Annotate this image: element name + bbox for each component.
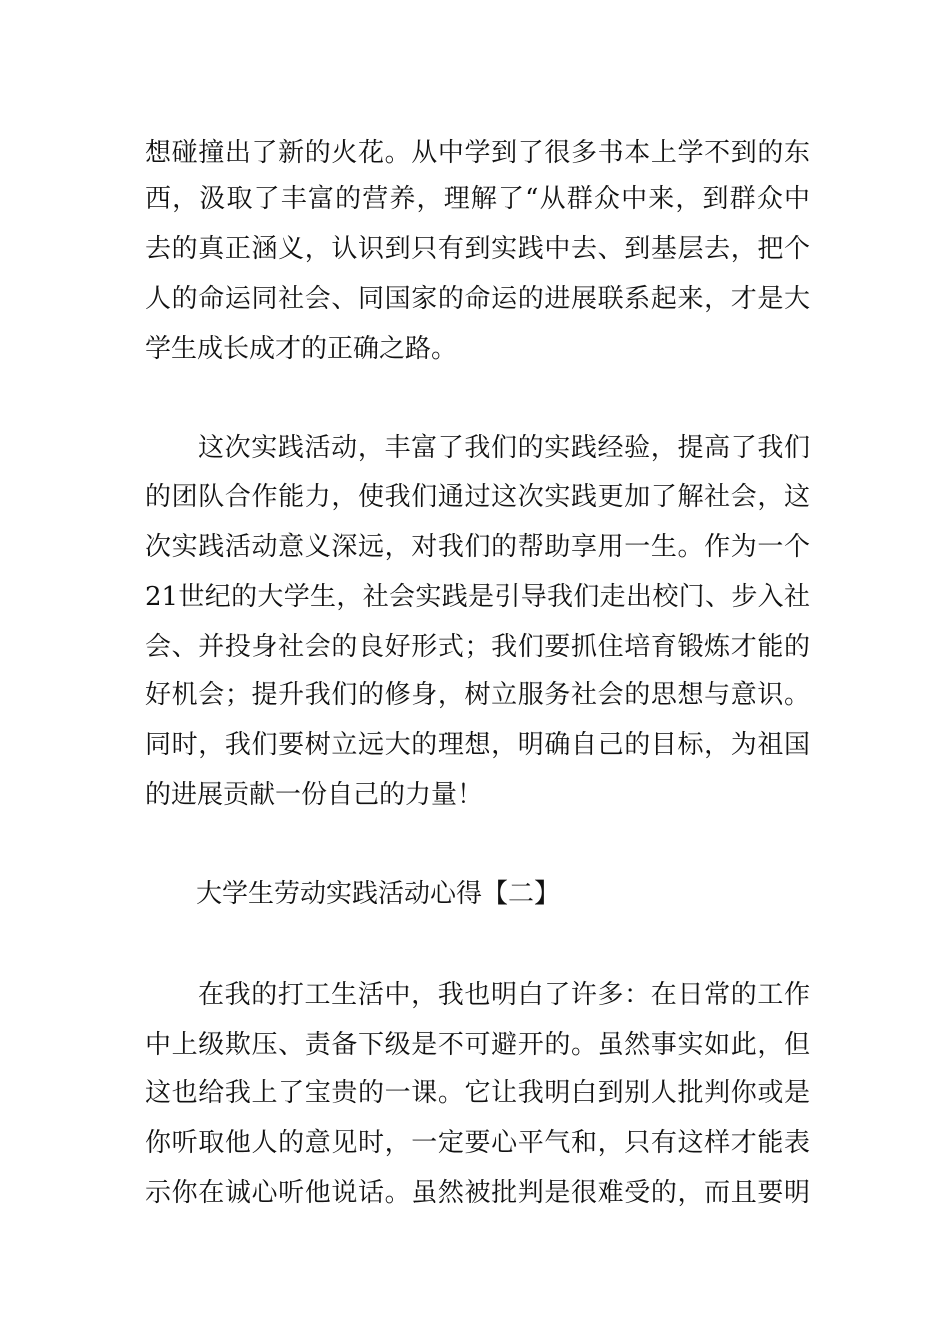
text-line: 21世纪的大学生，社会实践是引导我们走出校门、步入社	[145, 582, 810, 612]
text-line: 次实践活动意义深远，对我们的帮助享用一生。作为一个	[145, 532, 810, 562]
text-line: 这也给我上了宝贵的一课。它让我明白到别人批判你或是	[145, 1078, 810, 1108]
text-line: 这次实践活动，丰富了我们的实践经验，提高了我们	[198, 433, 810, 463]
text-line: 好机会；提升我们的修身，树立服务社会的思想与意识。	[145, 680, 810, 710]
text-line: 你听取他人的意见时，一定要心平气和，只有这样才能表	[145, 1128, 810, 1158]
text-line: 去的真正涵义，认识到只有到实践中去、到基层去，把个	[145, 234, 810, 264]
text-line: 人的命运同社会、同国家的命运的进展联系起来，才是大	[145, 284, 810, 314]
text-line: 示你在诚心听他说话。虽然被批判是很难受的，而且要明	[145, 1178, 810, 1208]
text-line: 想碰撞出了新的火花。从中学到了很多书本上学不到的东	[145, 138, 810, 168]
text-line: 在我的打工生活中，我也明白了许多：在日常的工作	[198, 980, 810, 1010]
text-line: 西，汲取了丰富的营养，理解了“从群众中来，到群众中	[145, 184, 810, 214]
text-line: 的进展贡献一份自己的力量！	[145, 780, 484, 810]
section-heading: 大学生劳动实践活动心得【二】	[196, 879, 561, 909]
text-line: 学生成长成才的正确之路。	[145, 334, 458, 364]
text-line: 会、并投身社会的良好形式；我们要抓住培育锻炼才能的	[145, 632, 810, 662]
text-line: 中上级欺压、责备下级是不可避开的。虽然事实如此，但	[145, 1030, 810, 1060]
text-line: 的团队合作能力，使我们通过这次实践更加了解社会，这	[145, 482, 810, 512]
text-line: 同时，我们要树立远大的理想，明确自己的目标，为祖国	[145, 730, 810, 760]
